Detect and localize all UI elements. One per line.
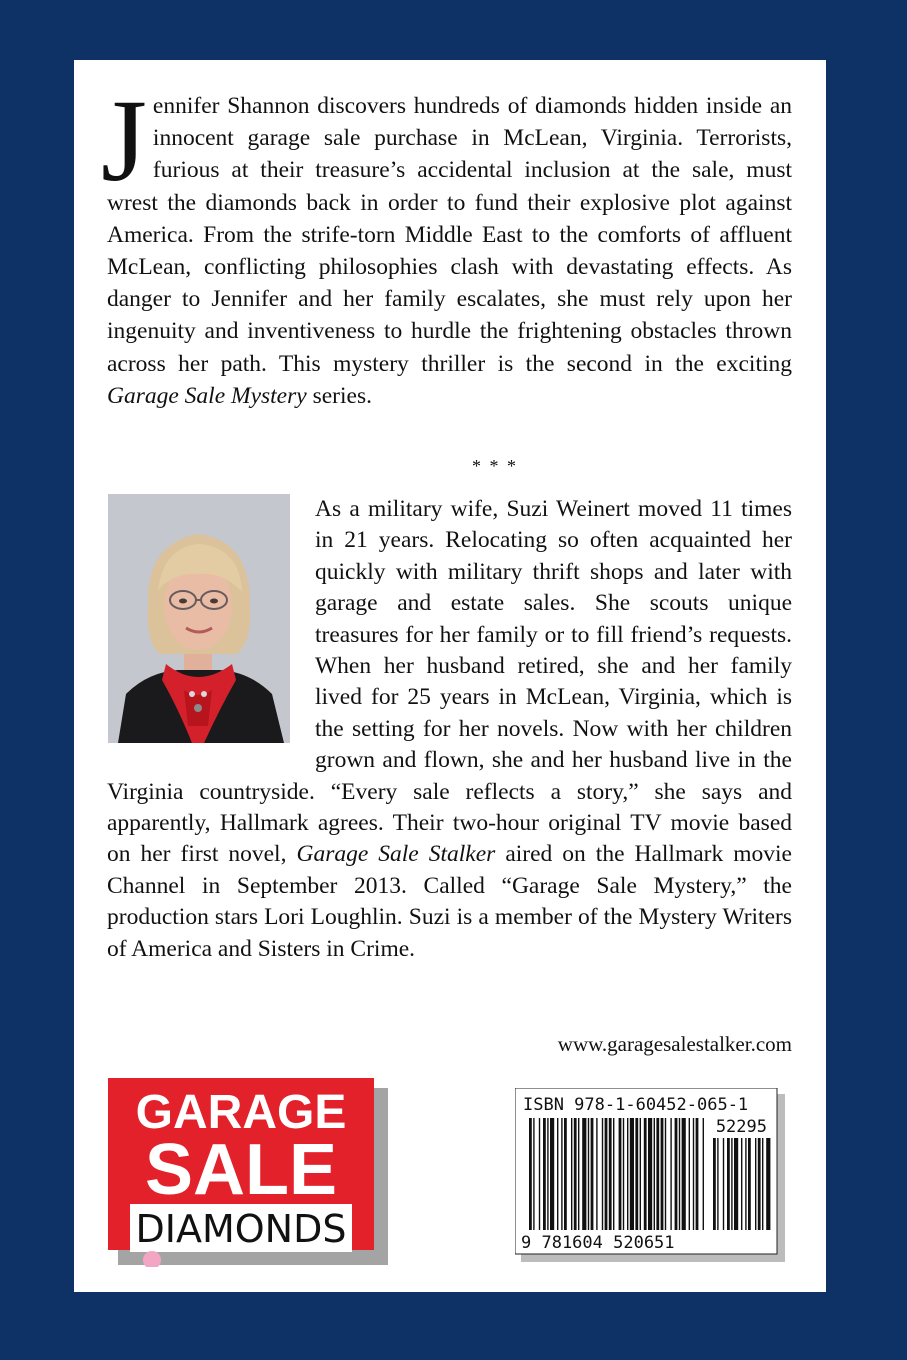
blurb-tail: series.	[306, 382, 372, 409]
logo-line-2: SALE	[144, 1130, 338, 1210]
barcode-bar	[550, 1118, 554, 1230]
isbn-barcode	[515, 1088, 785, 1262]
barcode-bar	[734, 1138, 738, 1230]
series-title: Garage Sale Mystery	[107, 382, 307, 409]
barcode-bar	[762, 1138, 763, 1230]
novel-title: Garage Sale Stalker	[296, 841, 496, 868]
barcode-bar	[731, 1138, 732, 1230]
barcode-bar	[675, 1118, 678, 1230]
barcode-bar	[766, 1138, 770, 1230]
barcode-bar	[661, 1118, 664, 1230]
barcode-bar	[596, 1118, 597, 1230]
barcode-bar	[670, 1118, 671, 1230]
barcode-bar	[689, 1118, 690, 1230]
barcode-bar	[654, 1118, 655, 1230]
barcode-bar	[627, 1118, 628, 1230]
barcode-bar	[623, 1118, 624, 1230]
barcode-bar	[717, 1138, 718, 1230]
barcode-bar	[665, 1118, 666, 1230]
bio-text-end: aired on the Hallmark movie Channel in September 2013. Called “Garage Sale Mystery,” the production stars Lori Loughlin. Suzi is a member of the Mystery Writers of America and Sisters in Crime.	[107, 841, 792, 962]
barcode-bar	[547, 1118, 548, 1230]
logo-line-1: GARAGE	[135, 1086, 347, 1139]
barcode-bar	[630, 1118, 634, 1230]
barcode-bar	[574, 1118, 577, 1230]
barcode-bar	[703, 1118, 704, 1230]
barcode-bar	[582, 1118, 586, 1230]
barcode-bar	[619, 1118, 622, 1230]
barcode-bar	[543, 1118, 546, 1230]
barcode-bar	[679, 1118, 680, 1230]
barcode-bar	[723, 1138, 724, 1230]
barcode-bar	[635, 1118, 638, 1230]
barcode-digits: 9 781604 520651	[521, 1233, 675, 1253]
barcode-bar	[564, 1118, 567, 1230]
barcode-bar	[682, 1118, 686, 1230]
barcode-bar	[605, 1118, 608, 1230]
barcode-bar	[748, 1138, 751, 1230]
back-cover-panel	[74, 60, 826, 1292]
isbn-text: ISBN 978-1-60452-065-1	[523, 1095, 749, 1115]
website-url: www.garagesalestalker.com	[557, 1032, 792, 1056]
barcode-bar	[713, 1138, 716, 1230]
barcode-bar	[640, 1118, 641, 1230]
barcode-bar	[571, 1118, 572, 1230]
bio-text: As a military wife, Suzi Weinert moved 11 times in 21 years. Relocating so often acquainted her quickly with military thrift shops and later with garage and estate sales. She scouts unique treasures for her family or to fill friend’s requests. When her husband retired, she and her family lived for 25 years in McLean, Virginia, which is the setting for her novels. Now with her children grown and flown, she and her husband live in the Virginia countryside. “Every sale reflects a story,” she says and apparently, Hallmark agrees. Their two-hour original TV movie based on her first novel,	[107, 496, 792, 868]
barcode-bar	[656, 1118, 659, 1230]
barcode-bar	[588, 1118, 589, 1230]
barcode-bar	[557, 1118, 558, 1230]
book-blurb	[101, 75, 792, 412]
barcode-bar	[591, 1118, 594, 1230]
barcode-bar	[693, 1118, 694, 1230]
barcode-bar	[578, 1118, 579, 1230]
barcode-bar	[644, 1118, 647, 1230]
barcode-bar	[561, 1118, 562, 1230]
barcode-bar	[539, 1118, 540, 1230]
barcode-bar	[741, 1138, 742, 1230]
barcode-bar	[529, 1118, 532, 1230]
author-bio	[107, 494, 792, 965]
barcode-bar	[745, 1138, 746, 1230]
barcode-bar	[609, 1118, 612, 1230]
barcode-bar	[758, 1138, 761, 1230]
series-logo	[108, 1078, 390, 1267]
barcode-bar	[613, 1118, 614, 1230]
blurb-text: ennifer Shannon discovers hundreds of diamonds hidden inside an innocent garage sale purchase in McLean, Virginia. Terrorists, furious at their treasure’s accidental inclusion at the sale, must wrest the diamonds back in order to fund their explosive plot against America. From the strife-torn Middle East to the comforts of affluent McLean, conflicting philosophies clash with devastating effects. As danger to Jennifer and her family escalates, she must rely upon her ingenuity and inventiveness to hurdle the frightening obstacles thrown across her path. This mystery thriller is the second in the exciting	[107, 93, 792, 377]
barcode-bar	[533, 1118, 534, 1230]
drop-cap: J	[101, 75, 147, 206]
section-separator: * * *	[472, 456, 518, 476]
logo-line-3: DIAMONDS	[135, 1207, 347, 1251]
barcode-bar	[696, 1118, 699, 1230]
barcode-bar	[755, 1138, 756, 1230]
price-code: 52295	[715, 1117, 767, 1137]
barcode-bar	[727, 1138, 730, 1230]
barcode-bar	[648, 1118, 652, 1230]
barcode-bar	[602, 1118, 603, 1230]
